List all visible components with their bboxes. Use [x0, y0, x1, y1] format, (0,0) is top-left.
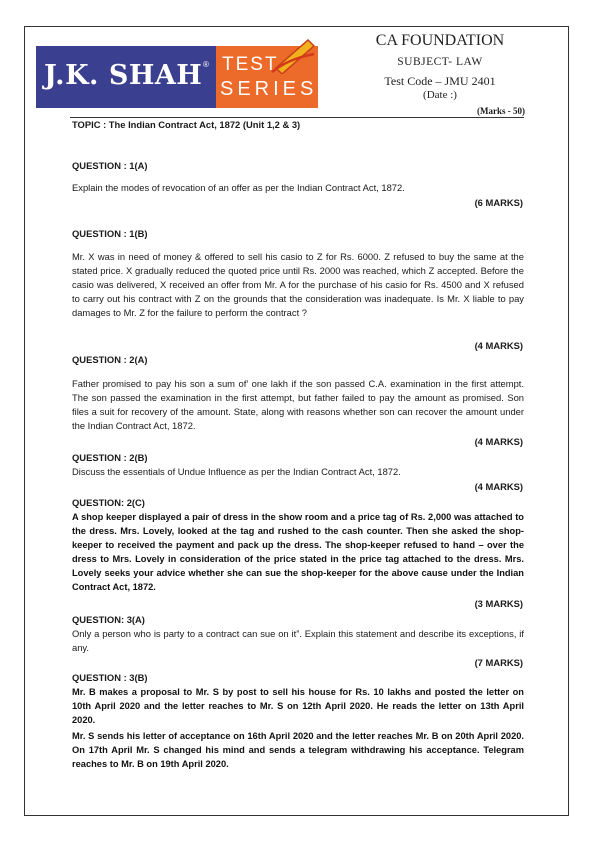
- question-text: Mr. B makes a proposal to Mr. S by post to sell his house for Rs. 10 lakhs and posted the letter on 10th April 2020 and the letter reaches to Mr. S on 12th April 2020. He reads the letter on 13th April 2020.: [72, 687, 524, 725]
- question-heading: QUESTION : 2(A): [72, 354, 148, 365]
- topic: TOPIC : The Indian Contract Act, 1872 (Unit 1,2 & 3): [72, 119, 301, 130]
- question-marks: (4 MARKS): [474, 436, 523, 447]
- logo-brand: J.K. SHAH: [44, 60, 203, 91]
- question-marks: (7 MARKS): [474, 657, 523, 668]
- question-marks: (6 MARKS): [474, 197, 523, 208]
- question-heading: QUESTION : 1(A): [72, 160, 148, 171]
- test-code: Test Code – JMU 2401: [384, 74, 496, 88]
- question-heading: QUESTION: 2(C): [72, 497, 145, 508]
- pencil-icon: [268, 34, 318, 74]
- question-text: Discuss the essentials of Undue Influence as per the Indian Contract Act, 1872.: [72, 466, 401, 477]
- jk-shah-logo: [36, 46, 318, 108]
- question-heading: QUESTION: 3(A): [72, 614, 145, 625]
- question-marks: (3 MARKS): [474, 598, 523, 609]
- question-heading: QUESTION : 1(B): [72, 228, 148, 239]
- question-heading: QUESTION : 2(B): [72, 452, 148, 463]
- question-heading: QUESTION : 3(B): [72, 672, 148, 683]
- logo-test: TEST: [222, 54, 279, 75]
- question-text-continued: Mr. S sends his letter of acceptance on 16th April 2020 and the letter reaches Mr. B on 20th April 2020. On 17th April Mr. S changed his mind and sends a telegram withdrawing his acceptance. Telegram reaches to Mr. B on 19th April 2020.: [72, 731, 524, 769]
- exam-date: (Date :): [423, 89, 457, 101]
- question-marks: (4 MARKS): [474, 340, 523, 351]
- exam-subject: SUBJECT- LAW: [397, 56, 483, 68]
- question-text: A shop keeper displayed a pair of dress in the show room and a price tag of Rs. 2,000 was attached to the dress. Mrs. Lovely, looked at the tag and rushed to the cash counter. Then she asked the shop-keeper to received the payment and pack up the dress. The shop-keeper refused to hand – over the dress to Mrs. Lovely in consideration of the price stated in the price tag attached to the dress. Mrs. Lovely seeks your advice whether she can sue the shop-keeper for the above cause under the Indian Contract Act, 1872.: [72, 512, 524, 592]
- question-text: Explain the modes of revocation of an offer as per the Indian Contract Act, 1872.: [72, 182, 405, 193]
- exam-title: CA FOUNDATION: [375, 32, 505, 49]
- total-marks: (Marks - 50): [477, 106, 525, 116]
- question-text: Father promised to pay his son a sum of’ one lakh if the son passed C.A. examination in the first attempt. The son passed the examination in the first attempt, but father failed to pay the amount as promised. Son files a suit for recovery of the amount. State, along with reasons whether son can recover the amount under the Indian Contract Act, 1872.: [72, 378, 524, 431]
- question-text: Mr. X was in need of money & offered to sell his casio to Z for Rs. 6000. Z refused to buy the same at the stated price. X gradually reduced the quoted price until Rs. 2000 was reached, which Z accepted. Before the casio was delivered, X received an offer from Mr. A for the purchase of his casio for Rs. 4500 and X refused to carry out his contract with Z on the grounds that the consideration was inadequate. Is Mr. X liable to pay damages to Mr. Z for the failure to perform the contract ?: [72, 251, 524, 318]
- question-marks: (4 MARKS): [474, 481, 523, 492]
- logo-series: SERIES: [220, 78, 318, 100]
- logo-registered-mark: ®: [203, 60, 209, 69]
- question-text: Only a person who is party to a contract can sue on it”. Explain this statement and describe its exceptions, if any.: [72, 628, 524, 653]
